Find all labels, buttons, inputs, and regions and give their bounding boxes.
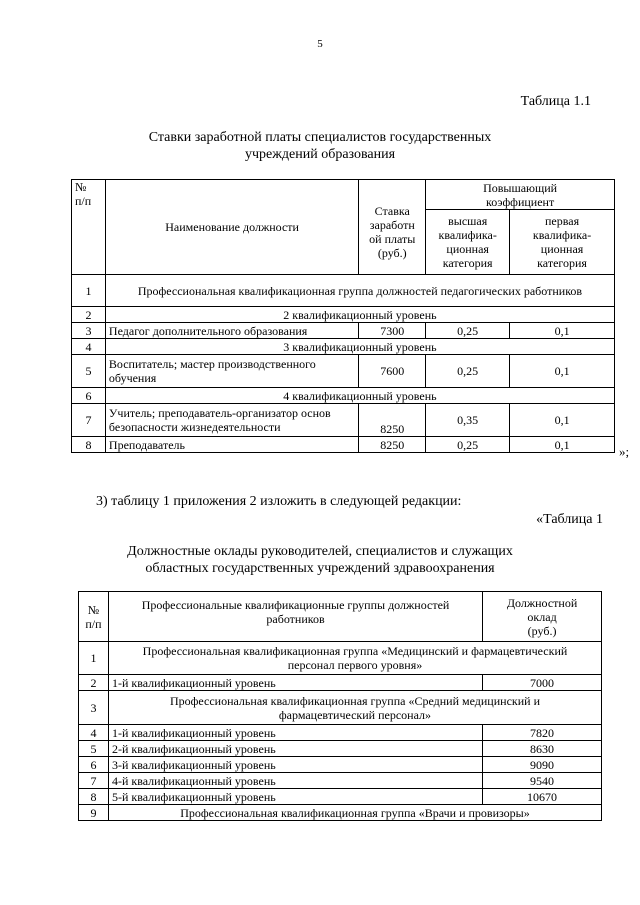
table2-header-num: № п/п — [79, 592, 109, 642]
table1-row-higher: 0,25 — [426, 437, 510, 453]
page-number: 5 — [317, 38, 323, 50]
table1-header-name: Наименование должности — [105, 180, 358, 275]
table1-row-higher: 0,25 — [426, 355, 510, 388]
table1-row-rate: 7300 — [359, 323, 426, 339]
table2-row-name: 1-й квалификационный уровень — [108, 725, 482, 741]
table1-title — [120, 129, 520, 163]
table1-row-higher: 0,35 — [426, 404, 510, 437]
amendment-paragraph: 3) таблицу 1 приложения 2 изложить в следующей редакции: — [96, 494, 462, 509]
table2-row-salary: 10670 — [483, 789, 602, 805]
table1-row-num: 2 — [72, 307, 106, 323]
table1 — [71, 179, 615, 453]
table2-row-salary: 9090 — [483, 757, 602, 773]
table2-label: «Таблица 1 — [536, 512, 603, 527]
table1-closing-quote: »; — [619, 444, 630, 459]
table1-row-name: Преподаватель — [105, 437, 358, 453]
table1-row-name: Воспитатель; мастер производственного обучения — [105, 355, 358, 388]
table2-row-name: 2-й квалификационный уровень — [108, 741, 482, 757]
table1-row-num: 1 — [72, 275, 106, 307]
table1-header-coef: Повышающий коэффициент — [426, 180, 615, 210]
table2-row-salary: 7000 — [483, 675, 602, 691]
table2-row-salary: 8630 — [483, 741, 602, 757]
table2-header-name: Профессиональные квалификационные группы должностей работников — [108, 592, 482, 642]
table1-row-num: 6 — [72, 388, 106, 404]
table1-title-line2: учреждений образования — [244, 147, 396, 162]
table2-group-row: Профессиональная квалификационная группа «Медицинский и фармацевтический персонал первого уровня» — [108, 642, 601, 675]
table1-group-row: Профессиональная квалификационная группа должностей педагогических работников — [105, 275, 614, 307]
table1-row-name: Педагог дополнительного образования — [105, 323, 358, 339]
table2-header-salary: Должностной оклад (руб.) — [483, 592, 602, 642]
table2-row-num: 8 — [79, 789, 109, 805]
table1-row-num: 5 — [72, 355, 106, 388]
table1-header-first: первая квалифика- ционная категория — [510, 210, 615, 275]
table2 — [78, 591, 602, 821]
table2-row-num: 2 — [79, 675, 109, 691]
table1-group-row: 2 квалификационный уровень — [105, 307, 614, 323]
table1-row-first: 0,1 — [510, 355, 615, 388]
table2-row-num: 6 — [79, 757, 109, 773]
table1-row-rate: 8250 — [359, 404, 426, 437]
table1-row-name: Учитель; преподаватель-организатор основ безопасности жизнедеятельности — [105, 404, 358, 437]
table1-title-line1: Ставки заработной платы специалистов государственных — [148, 130, 492, 145]
table1-header-num: № п/п — [72, 180, 106, 275]
table1-group-row: 3 квалификационный уровень — [105, 339, 614, 355]
table1-row-rate: 7600 — [359, 355, 426, 388]
table2-row-name: 3-й квалификационный уровень — [108, 757, 482, 773]
table2-row-num: 9 — [79, 805, 109, 821]
table1-row-first: 0,1 — [510, 437, 615, 453]
table2-title-line1: Должностные оклады руководителей, специалистов и служащих — [127, 544, 513, 559]
table2-group-row: Профессиональная квалификационная группа «Средний медицинский и фармацевтический персонал» — [108, 691, 601, 725]
table1-row-num: 4 — [72, 339, 106, 355]
table1-row-num: 7 — [72, 404, 106, 437]
table2-row-name: 4-й квалификационный уровень — [108, 773, 482, 789]
table2-group-row: Профессиональная квалификационная группа «Врачи и провизоры» — [108, 805, 601, 821]
table2-title-line2: областных государственных учреждений здравоохранения — [145, 561, 495, 576]
table2-row-name: 1-й квалификационный уровень — [108, 675, 482, 691]
table1-row-num: 3 — [72, 323, 106, 339]
table1-row-higher: 0,25 — [426, 323, 510, 339]
table2-title — [60, 543, 580, 577]
table2-row-num: 3 — [79, 691, 109, 725]
table2-row-num: 5 — [79, 741, 109, 757]
table1-row-num: 8 — [72, 437, 106, 453]
table1-row-first: 0,1 — [510, 323, 615, 339]
table1-row-rate: 8250 — [359, 437, 426, 453]
table2-row-num: 4 — [79, 725, 109, 741]
table1-group-row: 4 квалификационный уровень — [105, 388, 614, 404]
table2-row-num: 1 — [79, 642, 109, 675]
table1-header-rate: Ставка заработн ой платы (руб.) — [359, 180, 426, 275]
table1-header-higher: высшая квалифика- ционная категория — [426, 210, 510, 275]
table1-label: Таблица 1.1 — [520, 94, 591, 109]
table2-row-salary: 9540 — [483, 773, 602, 789]
table2-row-num: 7 — [79, 773, 109, 789]
table2-row-name: 5-й квалификационный уровень — [108, 789, 482, 805]
table2-row-salary: 7820 — [483, 725, 602, 741]
table1-row-first: 0,1 — [510, 404, 615, 437]
